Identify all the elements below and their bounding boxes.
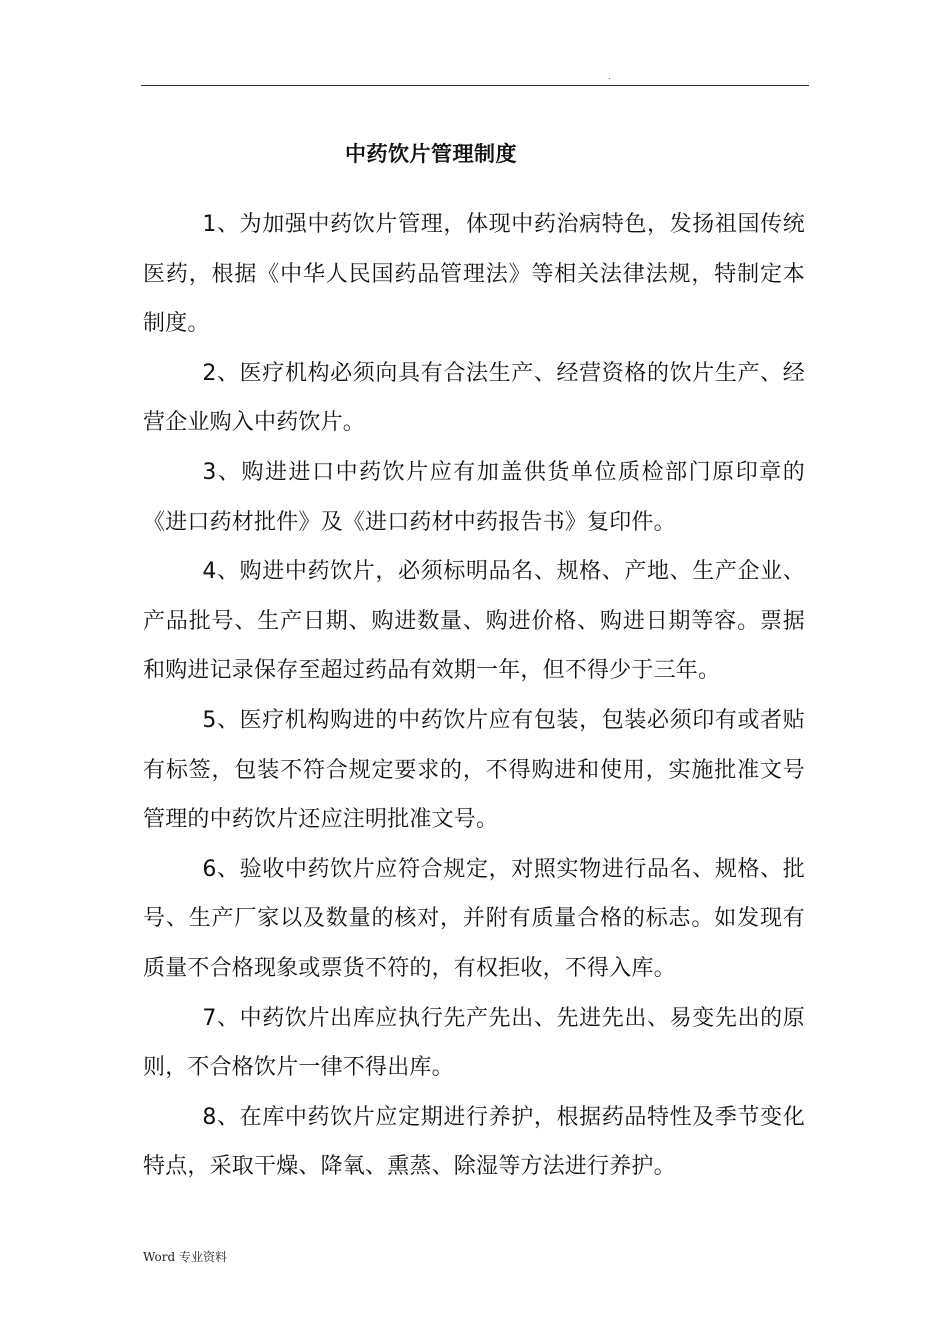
clause-2: 2、医疗机构必须向具有合法生产、经营资格的饮片生产、经营企业购入中药饮片。 [143, 360, 805, 436]
document-title: 中药饮片管理制度 [345, 142, 517, 166]
clause-6: 6、验收中药饮片应符合规定，对照实物进行品名、规格、批号、生产厂家以及数量的核对，并附有质量合格的标志。如发现有质量不合格现象或票货不符的，有权拒收，不得入库。 [143, 856, 805, 981]
clause-5: 5、医疗机构购进的中药饮片应有包装，包装必须印有或者贴有标签，包装不符合规定要求的，不得购进和使用，实施批准文号管理的中药饮片还应注明批准文号。 [143, 707, 805, 833]
clause-1: 1、为加强中药饮片管理，体现中药治病特色，发扬祖国传统医药，根据《中华人民国药品管理法》等相关法律法规，特制定本制度。 [143, 212, 805, 337]
clause-4: 4、购进中药饮片，必须标明品名、规格、产地、生产企业、产品批号、生产日期、购进数量、购进价格、购进日期等容。票据和购进记录保存至超过药品有效期一年，但不得少于三年。 [143, 559, 805, 684]
clause-8: 8、在库中药饮片应定期进行养护，根据药品特性及季节变化特点，采取干燥、降氧、熏蒸、除湿等方法进行养护。 [143, 1104, 805, 1180]
footer-label: Word 专业资料 [143, 1250, 227, 1264]
clause-3: 3、购进进口中药饮片应有加盖供货单位质检部门原印章的《进口药材批件》及《进口药材中药报告书》复印件。 [143, 459, 805, 535]
header-mark: . [608, 72, 611, 81]
clause-7: 7、中药饮片出库应执行先产先出、先进先出、易变先出的原则，不合格饮片一律不得出库。 [143, 1005, 805, 1081]
header-rule [141, 85, 809, 86]
document-body [143, 200, 805, 1192]
